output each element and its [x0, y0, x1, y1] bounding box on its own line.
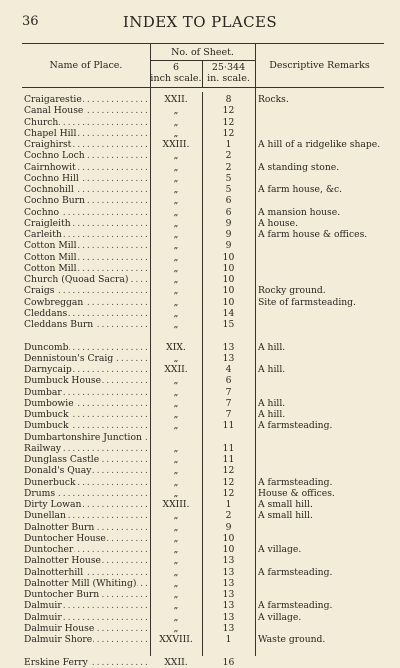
scale-sheet: 13: [222, 589, 235, 600]
place-name: [24, 240, 148, 251]
six-inch-sheet: „: [173, 566, 179, 578]
six-inch-sheet: XXIII.: [162, 499, 190, 510]
place-name-text: Cochno Loch: [24, 150, 85, 162]
place-name: [24, 375, 148, 386]
place-name: [24, 578, 148, 589]
place-name-text: Dumbuck: [24, 409, 69, 420]
place-name-text: Craigs: [24, 285, 55, 297]
six-inch-sheet: „: [173, 510, 179, 522]
six-inch-sheet: „: [173, 150, 179, 162]
place-name-text: Cotton Mill: [24, 262, 77, 274]
remark: A farmsteading.: [258, 600, 333, 612]
place-name-text: Cairnhowit: [24, 161, 76, 173]
place-name-text: Cotton Mill: [24, 240, 77, 252]
scale-sheet: 13: [222, 611, 235, 623]
page-number: 36: [22, 14, 39, 29]
place-name-text: Chapel Hill: [24, 127, 77, 139]
place-name-text: Church: [24, 116, 59, 128]
table-row: [22, 342, 384, 353]
scale-sheet: 13: [222, 577, 235, 589]
remark: A small hill.: [258, 499, 313, 510]
place-name: [24, 420, 148, 431]
table-row: [22, 263, 384, 274]
six-inch-sheet: „: [173, 240, 179, 252]
place-name: [24, 229, 148, 240]
six-inch-sheet: „: [173, 442, 179, 454]
remark: A village.: [258, 611, 302, 623]
place-name: [24, 364, 148, 375]
remark: Site of farmsteading.: [258, 296, 356, 308]
six-inch-sheet: „: [173, 454, 179, 465]
place-name: [24, 454, 148, 465]
table-row: [22, 634, 384, 645]
place-name-text: Cochnohill: [24, 184, 74, 195]
scale-sheet: 13: [222, 622, 235, 634]
six-inch-sheet: „: [173, 172, 179, 184]
table-row: [22, 173, 384, 184]
table-row: [22, 398, 384, 409]
place-name: [24, 105, 148, 116]
remark: House & offices.: [258, 487, 335, 499]
col-sheet-header: No. of Sheet.: [171, 47, 234, 58]
remark: A hill.: [258, 341, 286, 353]
place-name-text: Dumbowie: [24, 397, 74, 409]
table-row: [22, 623, 384, 634]
place-name-text: Railway: [24, 442, 62, 454]
table-row: [22, 544, 384, 555]
place-name-text: Darnycaip: [24, 364, 72, 375]
place-name: [24, 544, 148, 555]
scale-sheet: 11: [222, 420, 235, 432]
scale-sheet: 10: [222, 285, 235, 297]
place-name: [24, 488, 148, 499]
place-name: [24, 117, 148, 128]
place-name: [24, 285, 148, 296]
place-name-text: Craighirst: [24, 139, 72, 150]
scale-sheet: 6: [225, 206, 232, 218]
place-name-text: Craigleith: [24, 217, 71, 229]
place-name: [24, 600, 148, 611]
scale-sheet: 9: [225, 229, 232, 240]
place-name: [24, 342, 148, 353]
place-name: [24, 139, 148, 150]
table-row: [22, 409, 384, 420]
table-row: [22, 522, 384, 533]
scale-sheet: 13: [222, 352, 235, 364]
scale-sheet: 8: [225, 94, 232, 105]
place-name-text: Cochno: [24, 206, 60, 218]
scale-sheet: 14: [222, 307, 235, 319]
six-inch-sheet: „: [173, 420, 179, 432]
table-row: [22, 387, 384, 398]
place-name-text: Carleith: [24, 229, 62, 240]
scale-sheet: 10: [222, 544, 235, 555]
place-name-text: Dirty Lowan: [24, 499, 82, 510]
table-row: [22, 207, 384, 218]
place-name: [24, 184, 148, 195]
col-six-header: 6: [172, 62, 180, 73]
place-name: [24, 612, 148, 623]
scale-sheet: 13: [222, 600, 235, 612]
six-inch-sheet: „: [173, 476, 179, 488]
place-name-text: Dalmuir: [24, 600, 62, 612]
place-name: [24, 623, 148, 634]
place-name-text: Duntocher: [24, 544, 74, 555]
table-row: [22, 252, 384, 263]
remark: A farmsteading.: [258, 420, 333, 432]
scale-sheet: 7: [225, 397, 232, 409]
six-inch-sheet: „: [173, 307, 179, 319]
table-row: [22, 443, 384, 454]
place-name-text: Dalnotter Mill (Whiting): [24, 577, 137, 589]
six-inch-sheet: „: [173, 600, 179, 612]
place-name-text: Dumbartonshire Junction: [24, 431, 142, 443]
six-inch-sheet: „: [173, 555, 179, 567]
table-row: [22, 117, 384, 128]
place-name: [24, 409, 148, 420]
scale-sheet: 5: [225, 184, 232, 195]
place-name-text: Dunerbuck: [24, 476, 76, 488]
place-name: [24, 195, 148, 206]
scale-sheet: 13: [222, 555, 235, 567]
table-row: [22, 657, 384, 668]
index-table: [22, 43, 384, 668]
place-name: [24, 657, 148, 668]
scale-sheet: 9: [225, 217, 232, 229]
scale-sheet: 1: [225, 634, 232, 645]
remark: A farm house & offices.: [258, 229, 368, 240]
place-name-text: Dumbuck: [24, 420, 69, 432]
remark: A farmsteading.: [258, 476, 333, 488]
place-name: [24, 443, 148, 454]
six-inch-sheet: „: [173, 589, 179, 600]
table-row: [22, 600, 384, 611]
place-name: [24, 319, 148, 330]
place-name-text: Duntocher House: [24, 532, 106, 544]
col-scale-unit: in. scale.: [207, 73, 250, 84]
six-inch-sheet: XXII.: [164, 94, 188, 105]
table-row: [22, 308, 384, 319]
remark: A hill.: [258, 397, 286, 409]
six-inch-sheet: „: [173, 184, 179, 195]
scale-sheet: 9: [225, 521, 232, 533]
scale-sheet: 10: [222, 274, 235, 285]
table-row: [22, 555, 384, 566]
remark: A mansion house.: [258, 206, 341, 218]
scale-sheet: 12: [222, 465, 235, 477]
table-row: [22, 162, 384, 173]
six-inch-sheet: „: [173, 487, 179, 499]
place-name: [24, 398, 148, 409]
scale-sheet: 7: [225, 386, 232, 398]
six-inch-sheet: „: [173, 622, 179, 634]
place-name: [24, 263, 148, 274]
place-name-text: Cochno Burn: [24, 195, 85, 207]
scale-sheet: 11: [222, 442, 235, 454]
place-name-text: Cleddans: [24, 307, 68, 319]
remark: A house.: [258, 217, 298, 229]
scale-sheet: 2: [225, 161, 232, 173]
place-name: [24, 353, 148, 364]
remark: A standing stone.: [258, 161, 340, 173]
place-name-text: Drums: [24, 487, 56, 499]
place-name-text: Cotton Mill: [24, 251, 77, 263]
six-inch-sheet: „: [173, 274, 179, 285]
table-row: [22, 184, 384, 195]
place-name: [24, 207, 148, 218]
scale-sheet: 10: [222, 296, 235, 308]
col-remarks-header: Descriptive Remarks: [269, 60, 370, 71]
table-row: [22, 477, 384, 488]
six-inch-sheet: „: [173, 285, 179, 297]
place-name: [24, 162, 148, 173]
col-name-header: Name of Place.: [49, 60, 123, 71]
place-name-text: Dalnotterhill: [24, 566, 84, 578]
six-inch-sheet: XXVIII.: [159, 634, 193, 645]
table-row: [22, 420, 384, 431]
remark: A farmsteading.: [258, 566, 333, 578]
six-inch-sheet: „: [173, 229, 179, 240]
place-name-text: Dumbar: [24, 386, 62, 398]
place-name-text: Dalnotter House: [24, 555, 101, 567]
six-inch-sheet: XXII.: [164, 656, 188, 668]
remark: A small hill.: [258, 510, 313, 522]
six-inch-sheet: „: [173, 386, 179, 398]
scale-sheet: 9: [225, 240, 232, 252]
scale-sheet: 7: [225, 409, 232, 420]
six-inch-sheet: „: [173, 352, 179, 364]
place-name: [24, 634, 148, 645]
place-name-text: Craigarestie: [24, 94, 82, 105]
place-name-text: Dalmuir Shore: [24, 634, 93, 645]
page-title: INDEX TO PLACES: [122, 13, 278, 31]
place-name-text: Cowbreggan: [24, 296, 84, 308]
place-name: [24, 522, 148, 533]
place-name: [24, 274, 148, 285]
table-row: [22, 297, 384, 308]
table-row: [22, 105, 384, 116]
place-name: [24, 589, 148, 600]
table-row: [22, 567, 384, 578]
table-row: [22, 94, 384, 105]
scale-sheet: 12: [222, 105, 235, 117]
table-row: [22, 499, 384, 510]
table-row: [22, 330, 384, 341]
place-name-text: Dalnotter Burn: [24, 521, 95, 533]
table-row: [22, 150, 384, 161]
scale-sheet: 11: [222, 454, 235, 465]
six-inch-sheet: „: [173, 127, 179, 139]
scale-sheet: 12: [222, 127, 235, 139]
place-name: [24, 567, 148, 578]
scale-sheet: 13: [222, 341, 235, 353]
table-row: [22, 375, 384, 386]
table-row: [22, 195, 384, 206]
place-name-text: Canal House: [24, 105, 84, 117]
place-name: [24, 218, 148, 229]
table-row: [22, 274, 384, 285]
six-inch-sheet: „: [173, 577, 179, 589]
place-name: [24, 432, 148, 443]
place-name: [24, 128, 148, 139]
col-scale-header: 25·344: [211, 62, 246, 73]
table-row: [22, 454, 384, 465]
scale-sheet: 10: [222, 251, 235, 263]
place-name-text: Dumbuck House: [24, 375, 102, 387]
table-row: [22, 364, 384, 375]
table-row: [22, 139, 384, 150]
scale-sheet: 10: [222, 532, 235, 544]
scale-sheet: 12: [222, 487, 235, 499]
six-inch-sheet: „: [173, 544, 179, 555]
remark: Waste ground.: [258, 634, 326, 645]
six-inch-sheet: XIX.: [166, 341, 186, 353]
place-name: [24, 477, 148, 488]
table-row: [22, 612, 384, 623]
place-name: [24, 173, 148, 184]
page-header: [0, 12, 400, 34]
place-name: [24, 297, 148, 308]
scale-sheet: 13: [222, 566, 235, 578]
six-inch-sheet: „: [173, 262, 179, 274]
place-name-text: Donald's Quay: [24, 465, 92, 477]
place-name-text: Dunglass Castle: [24, 454, 100, 465]
remark: Rocks.: [258, 94, 289, 105]
table-row: [22, 432, 384, 443]
scale-sheet: 12: [222, 116, 235, 128]
scale-sheet: 15: [222, 319, 235, 330]
table-row: [22, 533, 384, 544]
col-six-unit: inch scale.: [150, 73, 202, 84]
remark: A hill.: [258, 364, 286, 375]
six-inch-sheet: XXII.: [164, 364, 188, 375]
scale-sheet: 12: [222, 476, 235, 488]
scale-sheet: 2: [225, 510, 232, 522]
six-inch-sheet: „: [173, 217, 179, 229]
place-name: [24, 387, 148, 398]
place-name-text: Dalmuir House: [24, 622, 95, 634]
remark: A village.: [258, 544, 302, 555]
six-inch-sheet: „: [173, 409, 179, 420]
scale-sheet: 5: [225, 172, 232, 184]
place-name: [24, 555, 148, 566]
six-inch-sheet: „: [173, 206, 179, 218]
six-inch-sheet: „: [173, 251, 179, 263]
six-inch-sheet: „: [173, 611, 179, 623]
place-name: [24, 94, 148, 105]
rule-sheet-under: [150, 60, 255, 61]
table-row: [22, 229, 384, 240]
place-name-text: Dalmuir: [24, 611, 62, 623]
six-inch-sheet: „: [173, 397, 179, 409]
place-name-text: Church (Quoad Sacra): [24, 274, 129, 285]
scale-sheet: 6: [225, 195, 232, 207]
scale-sheet: 2: [225, 150, 232, 162]
place-name-text: Erskine Ferry: [24, 656, 88, 668]
table-row: [22, 488, 384, 499]
remark: A hill of a ridgelike shape.: [258, 139, 381, 150]
remark: A farm house, &c.: [258, 184, 343, 195]
table-row: [22, 128, 384, 139]
scale-sheet: 10: [222, 262, 235, 274]
six-inch-sheet: XXIII.: [162, 139, 190, 150]
table-row: [22, 218, 384, 229]
six-inch-sheet: „: [173, 532, 179, 544]
table-row: [22, 319, 384, 330]
table-row: [22, 510, 384, 521]
place-name-text: Duntocher Burn: [24, 589, 100, 600]
table-row: [22, 465, 384, 476]
place-name: [24, 510, 148, 521]
place-name: [24, 499, 148, 510]
six-inch-sheet: „: [173, 465, 179, 477]
six-inch-sheet: „: [173, 319, 179, 330]
six-inch-sheet: „: [173, 296, 179, 308]
place-name-text: Duncomb: [24, 341, 69, 353]
scale-sheet: 1: [225, 139, 232, 150]
place-name: [24, 465, 148, 476]
place-name: [24, 252, 148, 263]
table-row: [22, 240, 384, 251]
table-row: [22, 645, 384, 656]
place-name-text: Dennistoun's Craig: [24, 352, 114, 364]
place-name: [24, 533, 148, 544]
table-row: [22, 578, 384, 589]
remark: Rocky ground.: [258, 285, 326, 297]
scale-sheet: 16: [222, 656, 235, 668]
scale-sheet: 4: [225, 364, 232, 375]
six-inch-sheet: „: [173, 105, 179, 117]
place-name: [24, 308, 148, 319]
place-name: [24, 150, 148, 161]
table-row: [22, 285, 384, 296]
six-inch-sheet: „: [173, 375, 179, 387]
table-row: [22, 353, 384, 364]
six-inch-sheet: „: [173, 195, 179, 207]
table-row: [22, 589, 384, 600]
six-inch-sheet: „: [173, 521, 179, 533]
scale-sheet: 6: [225, 375, 232, 387]
place-name-text: Dunellan: [24, 510, 66, 522]
place-name-text: Cleddans Burn: [24, 319, 94, 330]
scale-sheet: 1: [225, 499, 232, 510]
remark: A hill.: [258, 409, 286, 420]
six-inch-sheet: „: [173, 116, 179, 128]
rule-header-bottom: [22, 87, 384, 88]
place-name-text: Cochno Hill: [24, 172, 79, 184]
six-inch-sheet: „: [173, 161, 179, 173]
